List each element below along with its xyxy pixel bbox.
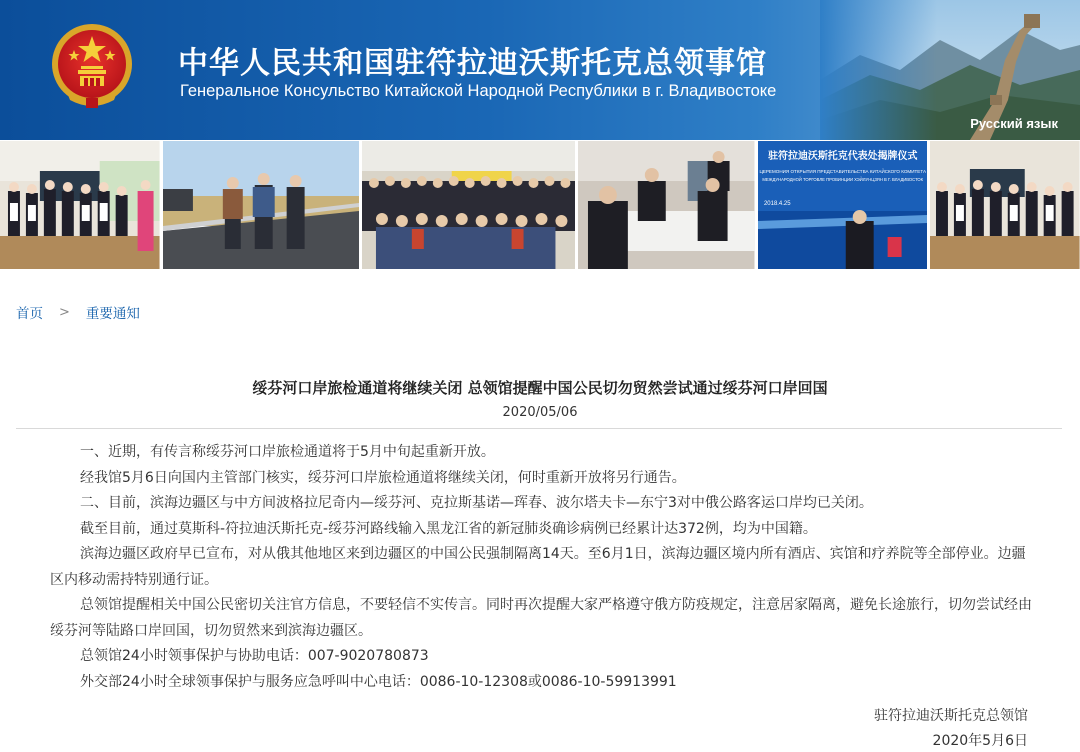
- article-paragraph: 总领馆提醒相关中国公民密切关注官方信息，不要轻信不实传言。同时再次提醒大家严格遵守俄方防疫规定，注意居家隔离，避免长途旅行，切勿尝试经由绥芬河等陆路口岸回国，切勿贸然来到滨海边疆区。: [50, 597, 1032, 639]
- breadcrumb: [16, 302, 140, 322]
- ceremony-banner-zh: 驻符拉迪沃斯托克代表处揭牌仪式: [767, 150, 918, 163]
- ceremony-banner-date: 2018.4.25: [763, 200, 791, 208]
- article-title: 绥芬河口岸旅检通道将继续关闭 总领馆提醒中国公民切勿贸然尝试通过绥芬河口岸回国: [252, 379, 828, 397]
- breadcrumb-current-link[interactable]: 重要通知: [85, 306, 140, 322]
- article-paragraph: 外交部24小时全球领事保护与服务应急呼叫中心电话：0086-10-12308或0086-10-59913991: [80, 673, 677, 690]
- article-paragraph: 滨海边疆区政府早已宣布，对从俄其他地区来到边疆区的中国公民强制隔离14天。至6月1日，滨海边疆区境内所有酒店、宾馆和疗养院等全部停业。边疆区内移动需持特别通行证。: [50, 546, 1026, 588]
- article-paragraph: 二、目前，滨海边疆区与中方间波格拉尼奇内—绥芬河、克拉斯基诺—珲春、波尔塔夫卡—东宁3对中俄公路客运口岸均已关闭。: [80, 495, 873, 511]
- article-paragraph: 截至目前，通过莫斯科-符拉迪沃斯托克-绥芬河路线输入黑龙江省的新冠肺炎确诊病例已经累计达372例，均为中国籍。: [80, 520, 817, 537]
- chevron-right-icon: >: [59, 304, 70, 320]
- consulate-title-zh: 中华人民共和国驻符拉迪沃斯托克总领事馆: [178, 46, 767, 81]
- russian-language-link[interactable]: Русский язык: [970, 116, 1058, 131]
- group-photo-indoor[interactable]: [362, 141, 575, 269]
- photo-strip: [0, 141, 1080, 269]
- consulate-title-ru: Генеральное Консульство Китайской Народной Республики в г. Владивостоке: [180, 82, 777, 100]
- title-divider: [16, 428, 1062, 429]
- article-signature: [874, 704, 1028, 752]
- header-banner: [0, 0, 1080, 140]
- classroom-photo[interactable]: [0, 141, 160, 269]
- article-body: [50, 440, 1035, 695]
- signature-organization: 驻符拉迪沃斯托克总领馆: [874, 708, 1028, 724]
- article-date: 2020/05/06: [502, 405, 578, 420]
- opening-ceremony-photo[interactable]: [758, 141, 928, 269]
- ceremony-banner-ru-2: МЕЖДУНАРОДНОЙ ТОРГОВЛЕ ПРОВИНЦИИ ХЭЙЛУНЦЗЯН В Г. ВЛАДИВОСТОК: [762, 176, 924, 183]
- ceremony-banner-ru-1: ЦЕРЕМОНИЯ ОТКРЫТИЯ ПРЕДСТАВИТЕЛЬСТВА КИТАЙСКОГО КОМИТЕТА: [759, 168, 926, 175]
- article-paragraph: 总领馆24小时领事保护与协助电话：007-9020780873: [80, 648, 429, 664]
- roadside-group-photo[interactable]: [163, 141, 359, 269]
- article-paragraph: 一、近期，有传言称绥芬河口岸旅检通道将于5月中旬起重新开放。: [80, 444, 495, 460]
- signature-date: 2020年5月6日: [932, 733, 1028, 749]
- breadcrumb-home-link[interactable]: 首页: [16, 306, 43, 322]
- classroom-photo-2[interactable]: [930, 141, 1080, 269]
- article-paragraph: 经我馆5月6日向国内主管部门核实，绥芬河口岸旅检通道将继续关闭，何时重新开放将另行通告。: [80, 469, 686, 486]
- meeting-photo[interactable]: [578, 141, 755, 269]
- national-emblem-icon: [50, 20, 134, 112]
